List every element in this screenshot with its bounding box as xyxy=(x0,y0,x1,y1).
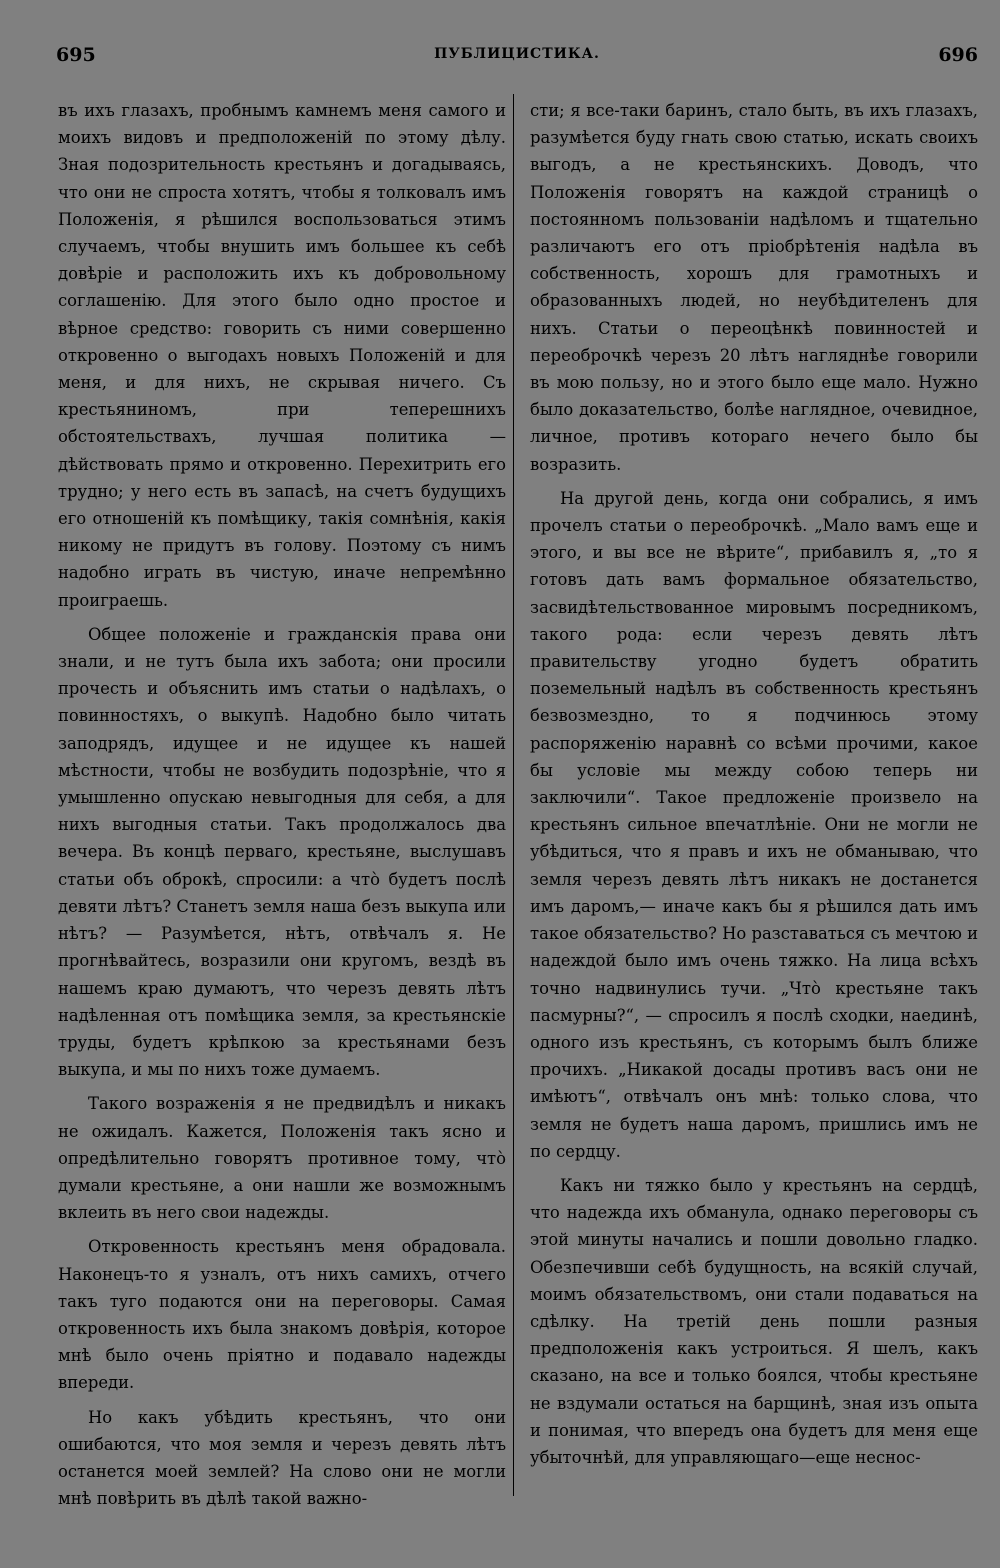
paragraph: сти; я все-таки баринъ, стало быть, въ ихъ глазахъ, разумѣется буду гнать свою статью, искать своихъ выгодъ, а не крестьянскихъ. Доводъ, что Положенія говорятъ на каждой страницѣ о постоянномъ пользованіи надѣломъ и тщательно различаютъ его отъ пріобрѣтенія надѣла въ собственность, хорошъ для грамотныхъ и образованныхъ людей, но неубѣдителенъ для нихъ. Статьи о переоцѣнкѣ повинностей и переоброчкѣ черезъ 20 лѣтъ нагляднѣе говорили въ мою пользу, но и этого было еще мало. Нужно было доказательство, болѣе наглядное, очевидное, личное, противъ котораго нечего было бы возразить. xyxy=(530,101,978,474)
page-header xyxy=(56,44,978,74)
paragraph: Общее положеніе и гражданскія права они знали, и не тутъ была ихъ забота; они просили прочесть и объяснить имъ статьи о надѣлахъ, о повинностяхъ, о выкупѣ. Надобно было читать заподрядъ, идущее и не идущее къ нашей мѣстности, чтобы не возбудить подозрѣніе, что я умышленно опускаю невыгодныя для себя, а для нихъ выгодныя статьи. Такъ продолжалось два вечера. Въ концѣ перваго, крестьяне, выслушавъ статьи объ оброкѣ, спросили: а что̀ будетъ послѣ девяти лѣтъ? Станетъ земля наша безъ выкупа или нѣтъ? — Разумѣется, нѣтъ, отвѣчалъ я. Не прогнѣвайтесь, возразили они кругомъ, вездѣ въ нашемъ краю думаютъ, что черезъ девять лѣтъ надѣленная отъ помѣщика земля, за крестьянскіе труды, будетъ крѣпкою за крестьянами безъ выкупа, и мы по нихъ тоже думаемъ. xyxy=(58,624,506,1080)
column-divider xyxy=(513,94,514,1496)
paragraph: Но какъ убѣдить крестьянъ, что они ошибаются, что моя земля и черезъ девять лѣтъ останется моей землей? На слово они не могли мнѣ повѣрить въ дѣлѣ такой важно- xyxy=(58,1407,506,1509)
page-number-right: 696 xyxy=(938,44,978,66)
running-title: ПУБЛИЦИСТИКА. xyxy=(434,46,600,62)
page-number-left: 695 xyxy=(56,44,96,66)
left-column xyxy=(58,97,506,1512)
right-column xyxy=(530,97,978,1471)
paragraph: Такого возраженія я не предвидѣлъ и никакъ не ожидалъ. Кажется, Положенія такъ ясно и опредѣлительно говорятъ противное тому, что̀ думали крестьяне, а они нашли же возможнымъ вклеить въ него свои надежды. xyxy=(58,1094,506,1223)
paragraph: Какъ ни тяжко было у крестьянъ на сердцѣ, что надежда ихъ обманула, однако переговоры съ этой минуты начались и пошли довольно гладко. Обезпечивши себѣ будущность, на всякій случай, моимъ обязательствомъ, они стали подаваться на сдѣлку. На третій день пошли разныя предположенія какъ устроиться. Я шелъ, какъ сказано, на все и только боялся, чтобы крестьяне не вздумали остаться на барщинѣ, зная изъ опыта и понимая, что впередъ она будетъ для меня еще убыточнѣй, для управляющаго—еще неснос- xyxy=(530,1175,978,1467)
paragraph: въ ихъ глазахъ, пробнымъ камнемъ меня самого и моихъ видовъ и предположеній по этому дѣлу. Зная подозрительность крестьянъ и догадываясь, что они не спроста хотятъ, чтобы я толковалъ имъ Положенія, я рѣшился воспользоваться этимъ случаемъ, чтобы внушить имъ большее къ себѣ довѣріе и расположить ихъ къ добровольному соглашенію. Для этого было одно простое и вѣрное средство: говорить съ ними совершенно откровенно о выгодахъ новыхъ Положеній и для меня, и для нихъ, не скрывая ничего. Съ крестьяниномъ, при теперешнихъ обстоятельствахъ, лучшая политика — дѣйствовать прямо и откровенно. Перехитрить его трудно; у него есть въ запасѣ, на счетъ будущихъ его отношеній къ помѣщику, такія сомнѣнія, какія никому не придутъ въ голову. Поэтому съ нимъ надобно играть въ чистую, иначе непремѣнно проиграешь. xyxy=(58,101,506,610)
paragraph: Откровенность крестьянъ меня обрадовала. Наконецъ-то я узналъ, отъ нихъ самихъ, отчего такъ туго подаются они на переговоры. Самая откровенность ихъ была знакомъ довѣрія, которое мнѣ было очень пріятно и подавало надежды впереди. xyxy=(58,1237,506,1393)
paragraph: На другой день, когда они собрались, я имъ прочелъ статьи о переоброчкѣ. „Мало вамъ еще и этого, и вы все не вѣрите“, прибавилъ я, „то я готовъ дать вамъ формальное обязательство, засвидѣтельствованное мировымъ посредникомъ, такого рода: если черезъ девять лѣтъ правительству угодно будетъ обратить поземельный надѣлъ въ собственность крестьянъ безвозмездно, то я подчинюсь этому распоряженію наравнѣ со всѣми прочими, какое бы условіе мы между собою теперь ни заключили“. Такое предложеніе произвело на крестьянъ сильное впечатлѣніе. Они не могли не убѣдиться, что я правъ и ихъ не обманываю, что земля черезъ девять лѣтъ никакъ не достанется имъ даромъ,— иначе какъ бы я рѣшился дать имъ такое обязательство? Но разставаться съ мечтою и надеждой было имъ очень тяжко. На лица всѣхъ точно надвинулись тучи. „Что̀ крестьяне такъ пасмурны?“, — спросилъ я послѣ сходки, наединѣ, одного изъ крестьянъ, съ которымъ былъ ближе прочихъ. „Никакой досады противъ васъ они не имѣютъ“, отвѣчалъ онъ мнѣ: только слова, что земля не будетъ наша даромъ, пришлись имъ не по сердцу. xyxy=(530,488,978,1161)
